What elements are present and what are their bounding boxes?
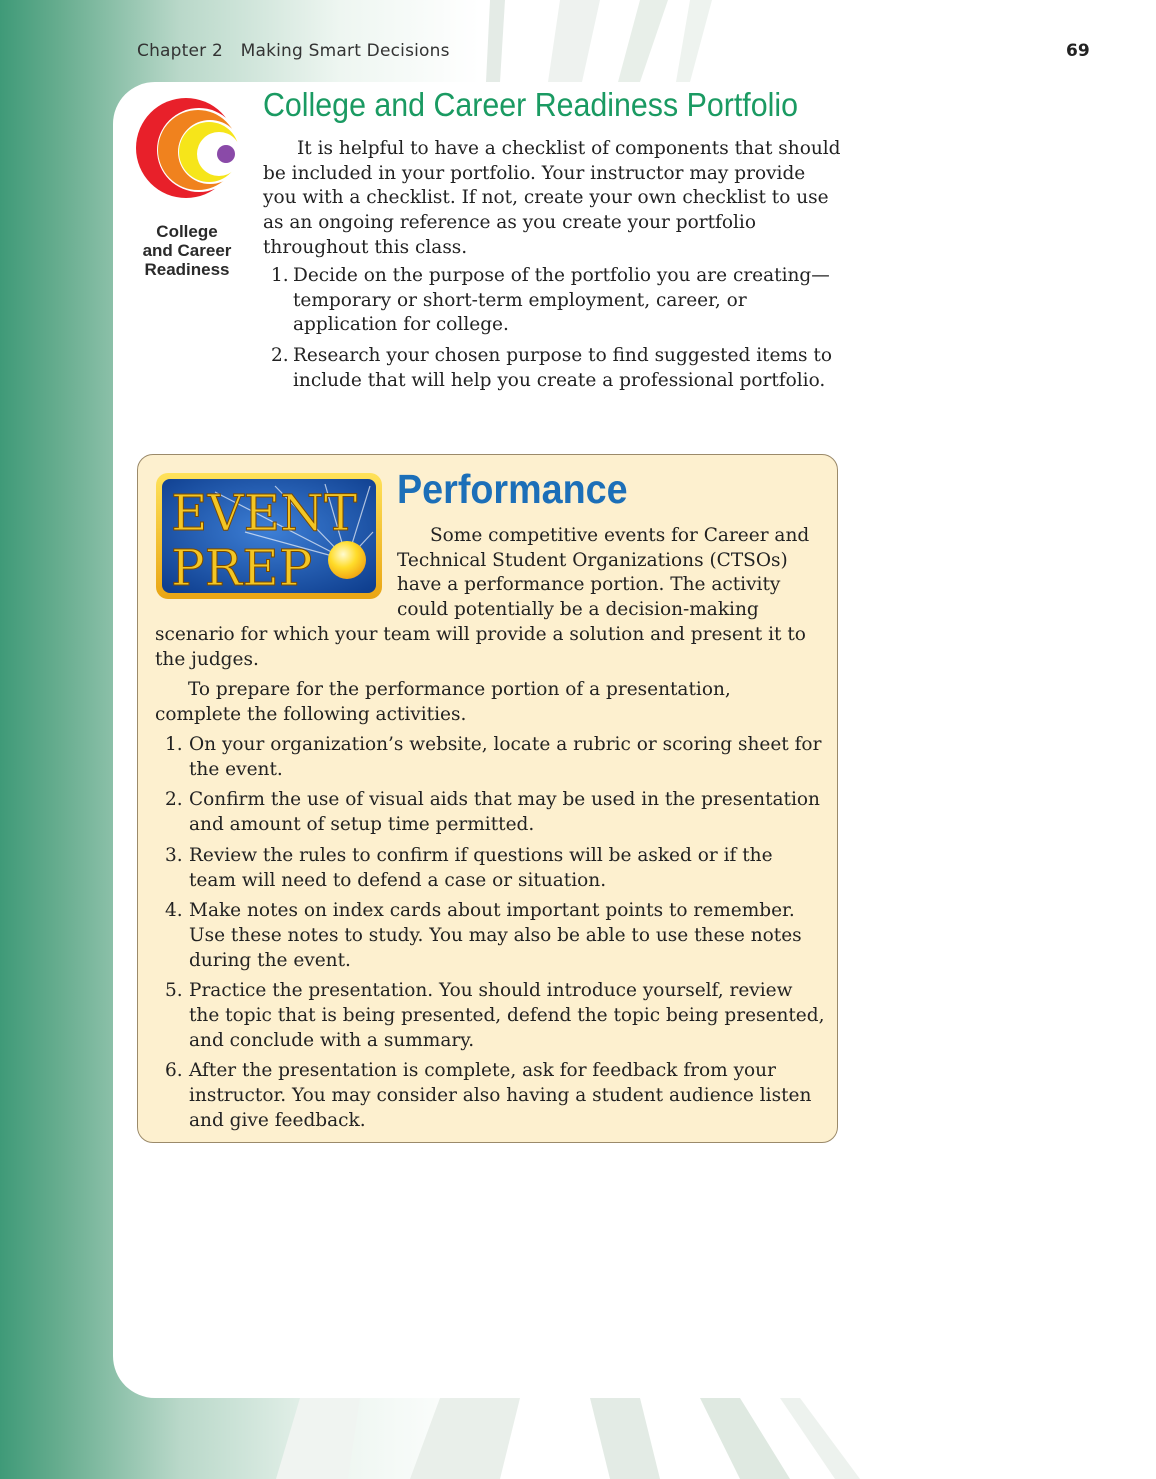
logo-text-prep: PREP bbox=[171, 539, 313, 597]
event-title: Performance bbox=[397, 466, 628, 512]
list-text: After the presentation is complete, ask for feedback from your instructor. You may consider also having a student audience listen and give feedback. bbox=[189, 1060, 812, 1131]
sidebar-label bbox=[128, 222, 246, 279]
list-text: Review the rules to confirm if questions will be asked or if the team will need to defend a case or situation. bbox=[189, 844, 773, 891]
list-item bbox=[155, 733, 825, 782]
list-item bbox=[155, 844, 825, 893]
running-head bbox=[137, 41, 450, 61]
logo-text-event: EVENT bbox=[171, 484, 358, 542]
list-text: Practice the presentation. You should introduce yourself, review the topic that is being presented, defend the topic being presented, and conclude with a summary. bbox=[189, 980, 825, 1051]
list-text: On your organization’s website, locate a rubric or scoring sheet for the event. bbox=[189, 734, 822, 780]
chapter-title: Making Smart Decisions bbox=[240, 41, 450, 61]
chapter-label: Chapter 2 bbox=[137, 41, 223, 61]
ccr-list bbox=[263, 264, 838, 400]
list-number: 4. bbox=[165, 900, 183, 922]
event-paragraph-continued: scenario for which your team will provide a solution and present it to the judges. bbox=[155, 624, 806, 670]
list-text: Confirm the use of visual aids that may be used in the presentation and amount of setup time permitted. bbox=[189, 789, 820, 836]
event-prep-logo bbox=[155, 472, 383, 600]
list-text: Research your chosen purpose to find suggested items to include that will help you create a professional portfolio. bbox=[293, 345, 832, 391]
event-paragraph-2: To prepare for the performance portion of a presentation, complete the following activities. bbox=[155, 679, 731, 725]
list-item bbox=[155, 979, 825, 1053]
list-item bbox=[263, 344, 838, 393]
list-item bbox=[263, 264, 838, 338]
sidebar-label-line: Readiness bbox=[144, 260, 230, 279]
list-number: 1. bbox=[165, 734, 183, 755]
sun-icon bbox=[328, 541, 366, 579]
intro-paragraph: It is helpful to have a checklist of components that should be included in your portfolio. Your instructor may provide you with a checklist. If not, create your own checklist to use as an ongoing reference as you create your portfolio throughout this class. bbox=[263, 138, 841, 258]
list-text: Make notes on index cards about important points to remember. Use these notes to study. You may also be able to use these notes during the event. bbox=[189, 900, 802, 971]
list-number: 6. bbox=[165, 1060, 183, 1082]
list-number: 2. bbox=[271, 345, 289, 367]
list-number: 1. bbox=[271, 265, 289, 286]
list-item bbox=[155, 788, 825, 837]
list-item bbox=[155, 899, 825, 973]
list-number: 3. bbox=[165, 844, 183, 866]
page-number: 69 bbox=[1066, 41, 1090, 61]
sidebar-label-line: College bbox=[156, 222, 218, 241]
list-number: 5. bbox=[165, 980, 183, 1002]
event-list bbox=[155, 733, 825, 1140]
college-career-readiness-icon bbox=[134, 96, 240, 202]
sidebar-label-line: and Career bbox=[142, 241, 232, 260]
section-title: College and Career Readiness Portfolio bbox=[263, 86, 798, 123]
list-text: Decide on the purpose of the portfolio you are creating—temporary or short-term employment, career, or application for college. bbox=[293, 265, 830, 336]
list-item bbox=[155, 1059, 825, 1133]
list-number: 2. bbox=[165, 789, 183, 811]
event-paragraph-start: Some competitive events for Career and Technical Student Organizations (CTSOs) have a performance portion. The activity could potentially be a decision-making bbox=[397, 525, 810, 621]
